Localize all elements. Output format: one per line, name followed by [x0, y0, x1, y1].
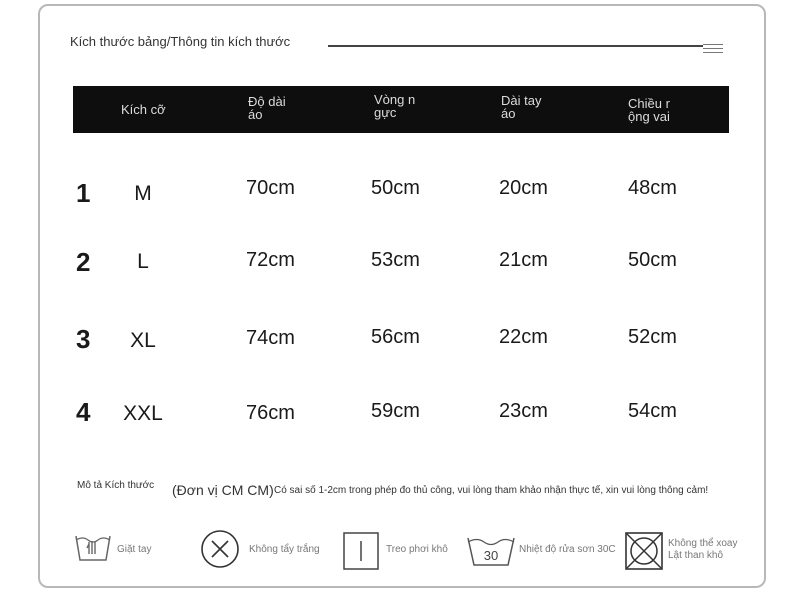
row-number: 1: [76, 178, 91, 208]
chest-cell: 50cm: [371, 177, 420, 199]
unit-note: (Đơn vị CM CM): [172, 482, 274, 498]
header-length: Độ dài áo: [248, 94, 286, 122]
hand-wash-label: Giặt tay: [117, 544, 152, 555]
no-bleach-label: Không tẩy trắng: [249, 544, 320, 555]
menu-icon: [703, 44, 723, 56]
wash-30-icon: [465, 534, 517, 568]
no-tumble-dry-label: Không thể xoay Lật than khô: [668, 538, 738, 561]
page-title: Kích thước bảng/Thông tin kích thước: [70, 34, 291, 49]
measurement-disclaimer: Có sai số 1-2cm trong phép đo thủ công, vui lòng tham khảo nhận thực tế, xin vui lòng thông cảm!: [274, 485, 709, 496]
hand-wash-icon: [73, 530, 113, 566]
shoulder-cell: 48cm: [628, 177, 677, 199]
no-tumble-dry-icon: [625, 532, 663, 570]
shoulder-cell: 54cm: [628, 400, 677, 422]
hang-dry-icon: [343, 532, 379, 570]
sleeve-cell: 20cm: [499, 177, 548, 199]
size-cell: XL: [130, 329, 156, 352]
length-cell: 72cm: [246, 249, 295, 271]
length-cell: 74cm: [246, 327, 295, 349]
size-cell: M: [134, 182, 152, 205]
size-note-label: Mô tả Kích thước: [77, 480, 155, 491]
header-shoulder: Chiều r ộng vai: [628, 96, 670, 124]
length-cell: 76cm: [246, 402, 295, 424]
row-number: 4: [76, 397, 91, 427]
hang-dry-label: Treo phơi khô: [386, 544, 448, 555]
header-size: Kích cỡ: [121, 102, 166, 117]
sleeve-cell: 23cm: [499, 400, 548, 422]
wash-temp-label: Nhiệt độ rửa sơn 30C: [519, 544, 616, 555]
length-cell: 70cm: [246, 177, 295, 199]
size-cell: XXL: [123, 402, 163, 425]
header-sleeve: Dài tay áo: [501, 93, 542, 121]
wash-temp-number: 30: [483, 548, 499, 563]
no-bleach-icon: [200, 529, 240, 569]
row-number: 2: [76, 247, 91, 277]
table-header: [73, 86, 729, 133]
shoulder-cell: 52cm: [628, 326, 677, 348]
shoulder-cell: 50cm: [628, 249, 677, 271]
row-number: 3: [76, 324, 91, 354]
chest-cell: 56cm: [371, 326, 420, 348]
chest-cell: 53cm: [371, 249, 420, 271]
sleeve-cell: 21cm: [499, 249, 548, 271]
header-chest: Vòng n gực: [374, 92, 416, 120]
chest-cell: 59cm: [371, 400, 420, 422]
size-cell: L: [137, 250, 149, 273]
title-divider: [328, 45, 703, 47]
sleeve-cell: 22cm: [499, 326, 548, 348]
